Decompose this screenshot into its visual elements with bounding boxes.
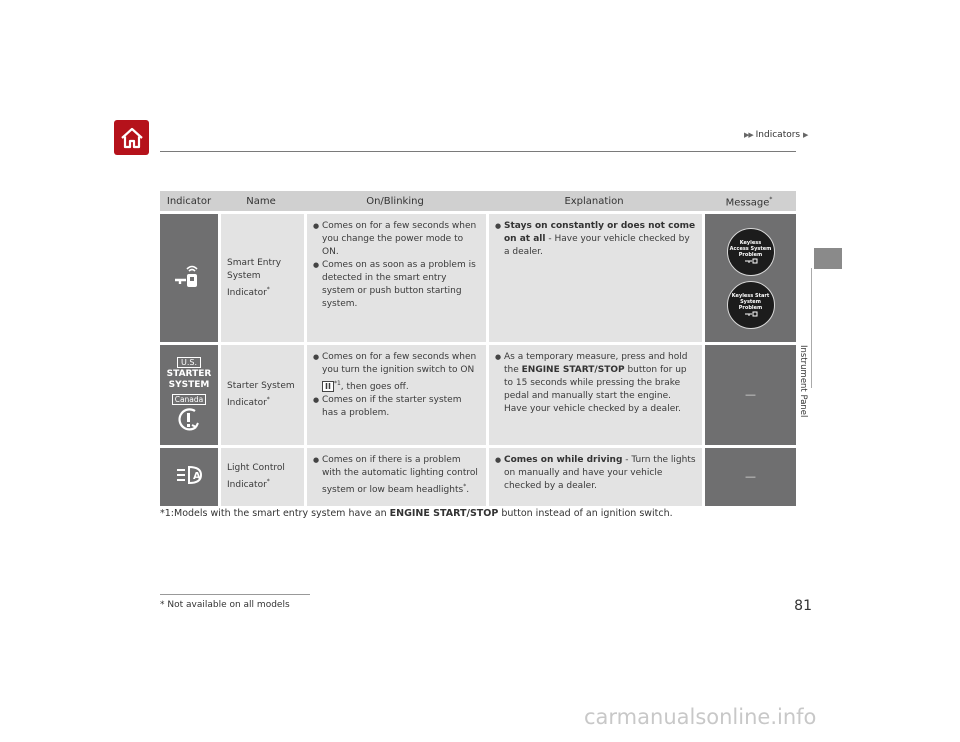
list-item: ● Comes on for a few seconds when you turn the ignition switch to ON II $^{*1}$, then goes off. [313,351,480,394]
list-item: ● Comes on if the starter system has a problem. [313,394,480,420]
column-header: Explanation [486,191,702,211]
breadcrumb-arrow-icon: ▶▶ [744,131,753,139]
explanation-cell [486,214,702,342]
indicator-cell [160,345,218,445]
explanation-cell [486,448,702,506]
message-display-image: Keyless Access System Problem [727,228,775,276]
list-item: ● Comes on as soon as a problem is detected in the smart entry system or push button starting system. [313,259,480,311]
table-header-row [160,191,796,211]
column-header: Indicator [160,191,218,211]
key-icon [744,258,758,264]
region-label-canada: Canada [172,394,207,405]
indicator-name: Light Control Indicator* [218,448,304,506]
svg-text:A: A [193,470,201,482]
list-item: ● Comes on if there is a problem with the automatic lighting control system or low beam headlights*. [313,454,480,497]
section-tab-marker[interactable] [814,248,842,269]
list-item: ● Comes on while driving - Turn the lights on manually and have your vehicle checked by a dealer. [495,454,696,493]
column-header: Message* [702,191,796,211]
header-rule [160,151,796,152]
message-cell: — [702,448,796,506]
region-label-us: U.S. [177,357,201,368]
table-footnote: *1:Models with the smart entry system have an ENGINE START/STOP button instead of an ignition switch. [160,508,673,519]
on-blinking-cell [304,345,486,445]
page-number: 81 [794,598,812,614]
list-item: ● Comes on for a few seconds when you change the power mode to ON. [313,220,480,259]
starter-system-text: STARTER [166,369,212,379]
smart-entry-key-icon [172,260,206,292]
availability-note[interactable]: * Not available on all models [160,600,290,610]
section-tab-line [811,268,812,388]
indicator-name: Smart Entry System Indicator* [218,214,304,342]
breadcrumb-arrow-icon: ▶ [803,131,808,139]
message-display-image: Keyless Start System Problem [727,281,775,329]
ignition-key-label: II [322,381,334,392]
headlight-icon [174,464,204,486]
table-row [160,345,796,445]
breadcrumb-label[interactable]: Indicators [755,130,801,140]
starter-system-text: SYSTEM [168,380,210,390]
home-button[interactable] [114,120,149,155]
indicator-table [160,188,796,509]
explanation-cell [486,345,702,445]
starter-system-warning-icon [175,407,203,433]
breadcrumb[interactable] [744,130,807,140]
home-icon [120,127,144,149]
indicator-cell [160,448,218,506]
on-blinking-cell [304,448,486,506]
table-row [160,214,796,342]
list-item: ● Stays on constantly or does not come on at all - Have your vehicle checked by a dealer. [495,220,696,259]
indicator-cell [160,214,218,342]
key-icon [744,311,758,317]
message-cell: — [702,345,796,445]
column-header: Name [218,191,304,211]
table-row [160,448,796,506]
column-header: On/Blinking [304,191,486,211]
on-blinking-cell [304,214,486,342]
watermark: carmanualsonline.info [584,705,817,729]
footnote-divider [160,594,310,595]
list-item: ● As a temporary measure, press and hold the ENGINE START/STOP button for up to 15 seconds while pressing the brake pedal and manually start the engine. Have your vehicle checked by a dealer. [495,351,696,416]
message-cell [702,214,796,342]
section-tab-label[interactable]: Instrument Panel [798,345,808,418]
indicator-name: Starter System Indicator* [218,345,304,445]
